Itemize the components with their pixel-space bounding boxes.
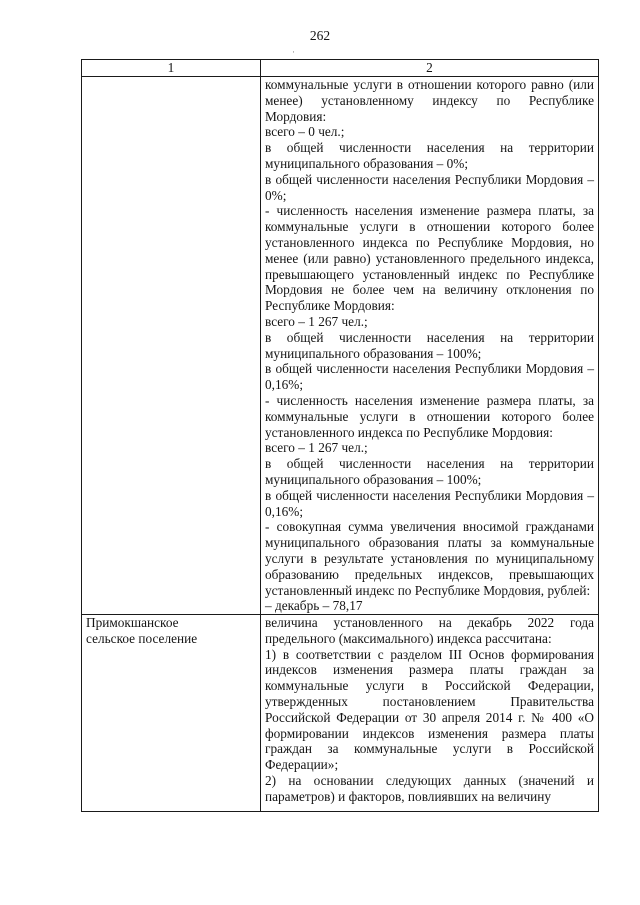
municipality-cell <box>82 615 261 812</box>
municipality-name-line: сельское поселение <box>86 630 198 646</box>
paragraph: в общей численности населения на территории муниципального образования – 100%; <box>265 456 594 487</box>
paragraph: в общей численности населения на территории муниципального образования – 0%; <box>265 140 594 171</box>
column-header-2: 2 <box>261 60 599 77</box>
paragraph: коммунальные услуги в отношении которого равно (или менее) установленному индексу по Республике Мордовия: <box>265 77 594 124</box>
paragraph: величина установленного на декабрь 2022 года предельного (максимального) индекса рассчитана: <box>265 615 594 646</box>
page-number: 262 <box>309 28 331 43</box>
paragraph: - численность населения изменение размера платы, за коммунальные услуги в отношении которого более установленного индекса по Республике Мордовия: <box>265 392 594 440</box>
paragraph: в общей численности населения Республики Мордовия – 0,16%; <box>265 487 594 519</box>
description-cell <box>261 615 599 812</box>
paragraph: - численность населения изменение размера платы, за коммунальные услуги в отношении которого более установленного индекса по Республике Мордовия, но менее (или равно) установленного предельного индекса, превышающего установленный индекс по Республике Мордовия не более чем на величину отклонения по Республике Мордовия: <box>265 203 594 314</box>
column-header-1: 1 <box>82 60 261 77</box>
paragraph: всего – 1 267 чел.; <box>265 440 368 456</box>
description-cell <box>261 77 599 615</box>
paragraph: всего – 0 чел.; <box>265 124 345 140</box>
municipal-index-table <box>81 59 599 812</box>
municipality-name-line: Примокшанское <box>86 615 179 631</box>
table-header-row <box>82 60 599 77</box>
paragraph: 2) на основании следующих данных (значений и параметров) и факторов, повлиявших на величину <box>265 773 594 804</box>
paragraph: в общей численности населения Республики Мордовия – 0,16%; <box>265 361 594 393</box>
scan-speck: · <box>292 47 295 57</box>
municipality-cell-empty <box>82 77 261 615</box>
paragraph: в общей численности населения Республики Мордовия – 0%; <box>265 171 594 203</box>
paragraph: в общей численности населения на территории муниципального образования – 100%; <box>265 329 594 361</box>
paragraph: - совокупная сумма увеличения вносимой гражданами муниципального образования платы за коммунальные услуги в результате установления по муниципальному образованию предельных индексов, превышающих установленный индекс по Республике Мордовия, рублей: <box>265 519 594 598</box>
paragraph: – декабрь – 78,17 <box>265 598 363 614</box>
paragraph: 1) в соответствии с разделом III Основ формирования индексов изменения размера платы граждан за коммунальные услуги в Российской Федерации, утвержденных постановлением Правительства Российской Федерации от 30 апреля 2014 г. № 400 «О формировании индексов изменения размера платы граждан за коммунальные услуги в Российской Федерации»; <box>265 646 594 773</box>
description-clip <box>265 615 594 811</box>
table-row <box>82 77 599 615</box>
table-row <box>82 615 599 812</box>
paragraph: всего – 1 267 чел.; <box>265 313 368 329</box>
